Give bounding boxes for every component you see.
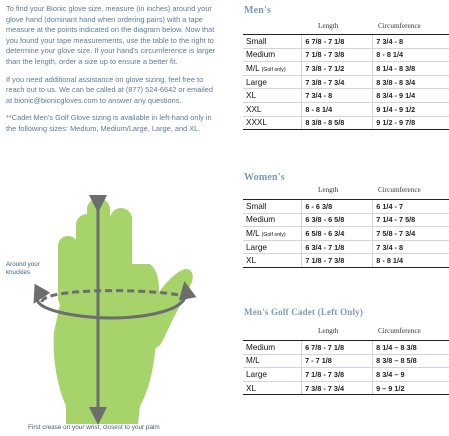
circumference-cell: 8 1/4 – 8 3/8 bbox=[373, 341, 449, 355]
golf-only-note: (Golf only) bbox=[261, 66, 286, 73]
circumference-cell: 6 1/4 - 7 bbox=[373, 200, 449, 214]
table-row bbox=[243, 213, 449, 227]
size-cell bbox=[243, 62, 302, 76]
length-cell: 7 3/8 - 7 1/2 bbox=[302, 62, 373, 76]
length-cell: 7 1/8 - 7 3/8 bbox=[302, 48, 373, 62]
circumference-cell: 8 3/4 – 9 bbox=[373, 368, 449, 382]
size-cell: Medium bbox=[243, 213, 302, 227]
circumference-cell: 9 – 9 1/2 bbox=[373, 381, 449, 395]
table-row bbox=[243, 354, 449, 368]
womens-size-table bbox=[243, 199, 449, 268]
table-row bbox=[243, 254, 449, 268]
size-label: M/L bbox=[246, 228, 260, 238]
size-cell: XXL bbox=[243, 102, 302, 116]
circumference-cell: 8 - 8 1/4 bbox=[373, 254, 449, 268]
size-cell: Medium bbox=[243, 341, 302, 355]
womens-length-header: Length bbox=[318, 186, 339, 194]
circumference-cell: 7 3/4 - 8 bbox=[373, 240, 449, 254]
cadet-size-table bbox=[243, 340, 449, 395]
length-cell: 7 3/4 - 8 bbox=[302, 89, 373, 103]
womens-circumference-header: Circumference bbox=[378, 186, 421, 194]
golf-only-note: (Golf only) bbox=[261, 231, 286, 238]
table-row bbox=[243, 116, 449, 130]
instructions-paragraph-contact: If you need additional assistance on glove sizing, feel free to reach out to us. We can be called at (877) 524-6642 or emailed at bionic@bionicgloves.com to answer any questions. bbox=[6, 74, 213, 105]
table-row bbox=[243, 227, 449, 241]
cadet-circumference-header: Circumference bbox=[378, 327, 421, 335]
size-cell: M/L bbox=[243, 354, 302, 368]
size-cell: XXXL bbox=[243, 116, 302, 130]
length-cell: 7 1/8 - 7 3/8 bbox=[302, 368, 373, 382]
size-cell: Medium bbox=[243, 48, 302, 62]
cadet-length-header: Length bbox=[318, 327, 339, 335]
mens-circumference-header: Circumference bbox=[378, 22, 421, 30]
circumference-cell: 9 1/4 - 9 1/2 bbox=[373, 102, 449, 116]
instructions-paragraph-measure: To find your Bionic glove size, measure (in inches) around your glove hand (dominant hand when ordering pairs) with a tape measure at the points indicated on the diagram below. Now that you found your tape measurements, use the table to the right to determine your glove size. If your hand's circumference is larger than the length, order a size up to ensure a better fit. bbox=[6, 4, 216, 66]
size-label: M/L bbox=[246, 63, 260, 73]
circumference-cell: 8 3/8 – 8 5/8 bbox=[373, 354, 449, 368]
circumference-cell: 8 1/4 - 8 3/8 bbox=[373, 62, 449, 76]
length-cell: 8 - 8 1/4 bbox=[302, 102, 373, 116]
length-cell: 6 3/4 - 7 1/8 bbox=[302, 240, 373, 254]
size-cell: Large bbox=[243, 75, 302, 89]
length-cell: 6 - 6 3/8 bbox=[302, 200, 373, 214]
length-cell: 6 3/8 - 6 5/8 bbox=[302, 213, 373, 227]
table-row bbox=[243, 75, 449, 89]
size-cell: Small bbox=[243, 35, 302, 49]
size-cell bbox=[243, 227, 302, 241]
hand-illustration bbox=[0, 192, 225, 436]
circumference-cell: 7 5/8 - 7 3/4 bbox=[373, 227, 449, 241]
hand-icon bbox=[54, 198, 193, 424]
womens-section-title: Women's bbox=[244, 172, 285, 183]
hand-measurement-diagram bbox=[0, 192, 225, 436]
length-cell: 6 7/8 - 7 1/8 bbox=[302, 35, 373, 49]
mens-section-title: Men's bbox=[244, 5, 272, 16]
table-row bbox=[243, 341, 449, 355]
table-row bbox=[243, 62, 449, 76]
circumference-cell: 8 3/8 - 8 3/4 bbox=[373, 75, 449, 89]
circumference-cell: 7 1/4 - 7 5/8 bbox=[373, 213, 449, 227]
circumference-cell: 8 3/4 - 9 1/4 bbox=[373, 89, 449, 103]
size-cell: XL bbox=[243, 89, 302, 103]
circumference-cell: 9 1/2 - 9 7/8 bbox=[373, 116, 449, 130]
wrist-crease-label: First crease on your wrist, closest to your palm bbox=[28, 424, 160, 431]
circumference-cell: 8 - 8 1/4 bbox=[373, 48, 449, 62]
length-cell: 6 7/8 - 7 1/8 bbox=[302, 341, 373, 355]
cadet-section-title: Men's Golf Cadet (Left Only) bbox=[244, 307, 364, 317]
mens-length-header: Length bbox=[318, 22, 339, 30]
table-row bbox=[243, 89, 449, 103]
instructions-paragraph-cadet-note: **Cadet Men's Golf Glove sizing is available in left-hand only in the following sizes: Medium, Medium/Large, Large, and XL. bbox=[6, 113, 212, 133]
size-cell: Large bbox=[243, 240, 302, 254]
length-cell: 7 3/8 - 7 3/4 bbox=[302, 381, 373, 395]
size-cell: Large bbox=[243, 368, 302, 382]
length-cell: 7 3/8 - 7 3/4 bbox=[302, 75, 373, 89]
table-row bbox=[243, 240, 449, 254]
mens-size-table bbox=[243, 34, 449, 130]
length-cell: 8 3/8 - 8 5/8 bbox=[302, 116, 373, 130]
circumference-cell: 7 3/4 - 8 bbox=[373, 35, 449, 49]
length-cell: 7 - 7 1/8 bbox=[302, 354, 373, 368]
size-cell: XL bbox=[243, 254, 302, 268]
table-row bbox=[243, 200, 449, 214]
table-row bbox=[243, 381, 449, 395]
table-row bbox=[243, 35, 449, 49]
table-row bbox=[243, 48, 449, 62]
instructions bbox=[6, 4, 216, 142]
length-cell: 7 1/8 - 7 3/8 bbox=[302, 254, 373, 268]
table-row bbox=[243, 102, 449, 116]
table-row bbox=[243, 368, 449, 382]
size-cell: Small bbox=[243, 200, 302, 214]
knuckles-label: Around your knuckles bbox=[6, 261, 40, 276]
size-cell: XL bbox=[243, 381, 302, 395]
length-cell: 6 5/8 - 6 3/4 bbox=[302, 227, 373, 241]
